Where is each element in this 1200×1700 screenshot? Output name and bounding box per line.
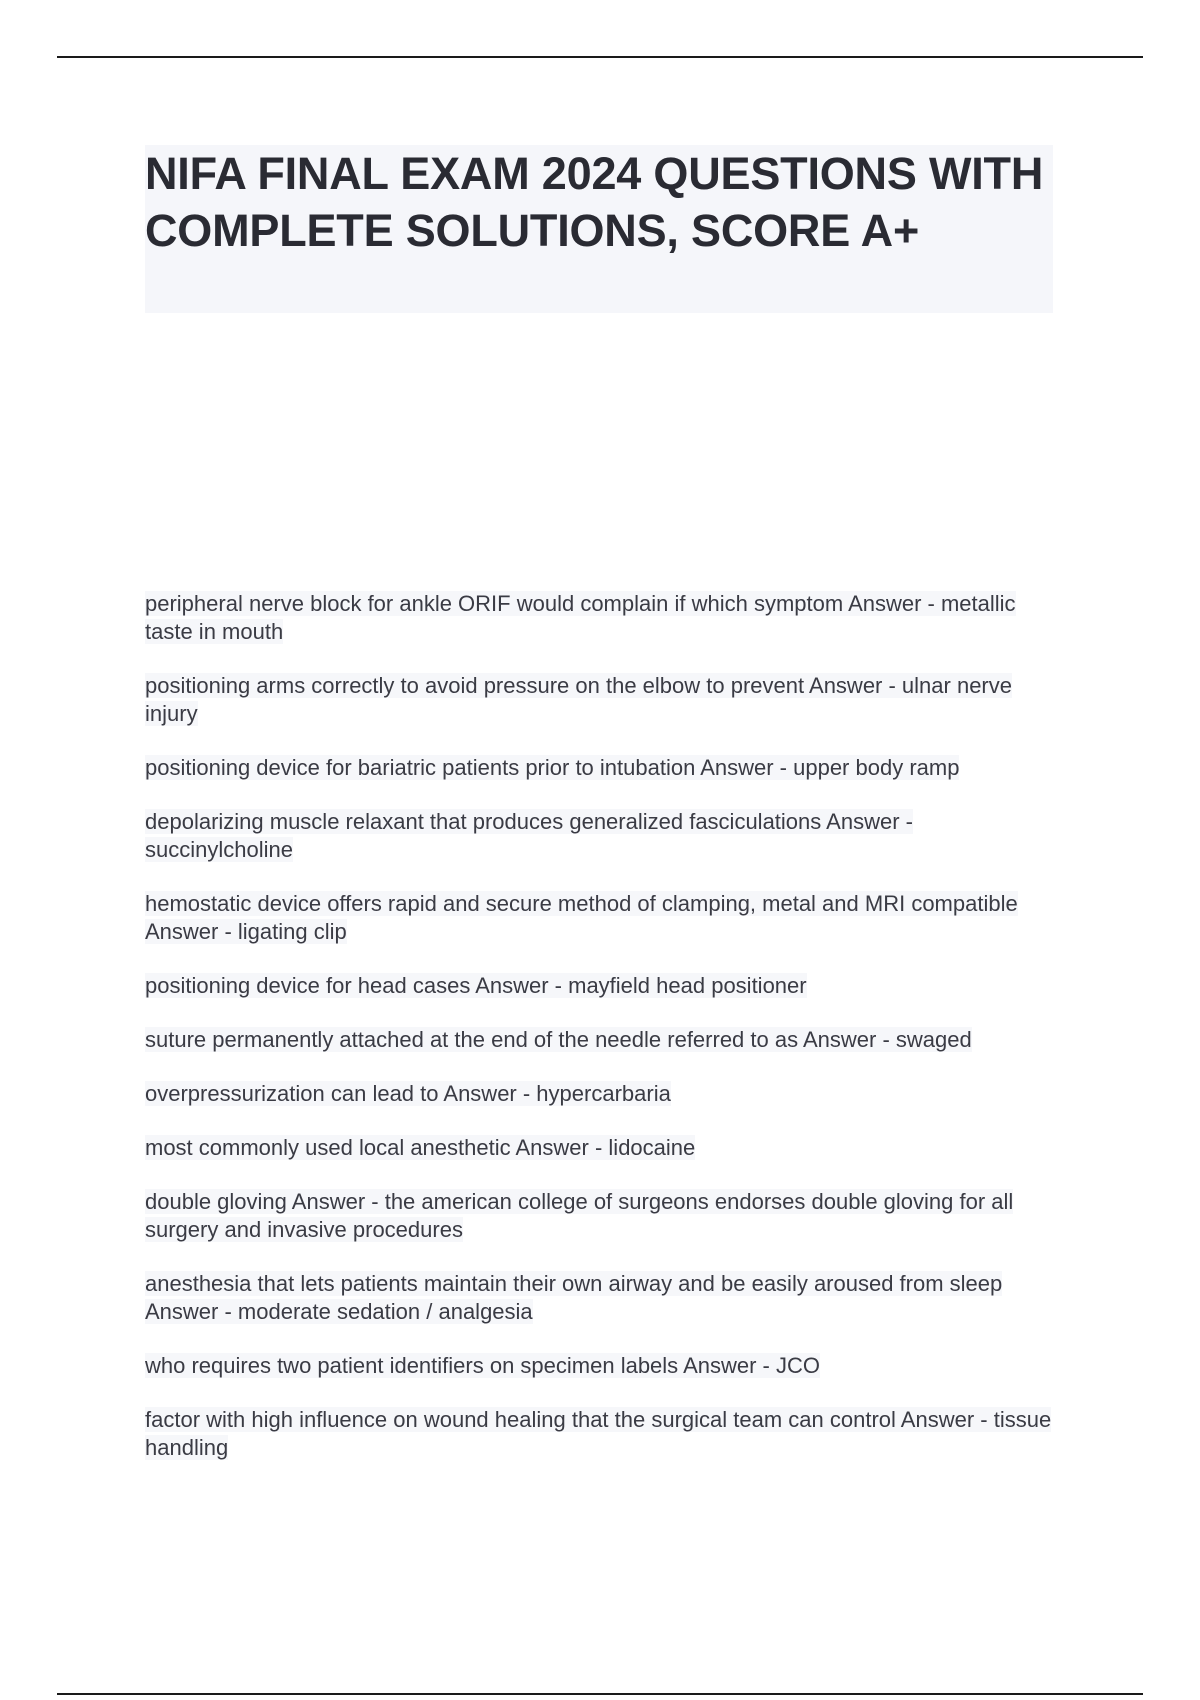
qa-item <box>145 590 1055 646</box>
qa-list <box>145 590 1055 1488</box>
top-rule <box>57 56 1143 58</box>
bottom-rule <box>57 1693 1143 1695</box>
qa-item <box>145 1270 1055 1326</box>
qa-item <box>145 1134 1055 1162</box>
document-title: NIFA FINAL EXAM 2024 QUESTIONS WITH COMPLETE SOLUTIONS, SCORE A+ <box>145 148 1044 256</box>
qa-item <box>145 1352 1055 1380</box>
qa-item <box>145 890 1055 946</box>
qa-item <box>145 972 1055 1000</box>
qa-item-text: anesthesia that lets patients maintain their own airway and be easily aroused from sleep Answer - moderate sedation / analgesia <box>145 1271 1003 1324</box>
qa-item-text: positioning device for head cases Answer - mayfield head positioner <box>145 973 807 998</box>
qa-item-text: peripheral nerve block for ankle ORIF would complain if which symptom Answer - metallic taste in mouth <box>145 591 1016 644</box>
qa-item <box>145 1406 1055 1462</box>
qa-item-text: double gloving Answer - the american college of surgeons endorses double gloving for all surgery and invasive procedures <box>145 1189 1014 1242</box>
qa-item <box>145 1188 1055 1244</box>
qa-item-text: who requires two patient identifiers on specimen labels Answer - JCO <box>145 1353 820 1378</box>
qa-item-text: depolarizing muscle relaxant that produces generalized fasciculations Answer - succinylcholine <box>145 809 913 862</box>
qa-item-text: most commonly used local anesthetic Answer - lidocaine <box>145 1135 696 1160</box>
qa-item <box>145 754 1055 782</box>
qa-item-text: factor with high influence on wound healing that the surgical team can control Answer - tissue handling <box>145 1407 1052 1460</box>
qa-item <box>145 672 1055 728</box>
title-block <box>145 145 1053 313</box>
qa-item <box>145 1080 1055 1108</box>
qa-item-text: positioning arms correctly to avoid pressure on the elbow to prevent Answer - ulnar nerve injury <box>145 673 1012 726</box>
qa-item-text: hemostatic device offers rapid and secure method of clamping, metal and MRI compatible Answer - ligating clip <box>145 891 1018 944</box>
qa-item-text: suture permanently attached at the end of the needle referred to as Answer - swaged <box>145 1027 972 1052</box>
qa-item <box>145 1026 1055 1054</box>
qa-item <box>145 808 1055 864</box>
qa-item-text: positioning device for bariatric patients prior to intubation Answer - upper body ramp <box>145 755 960 780</box>
qa-item-text: overpressurization can lead to Answer - hypercarbaria <box>145 1081 671 1106</box>
